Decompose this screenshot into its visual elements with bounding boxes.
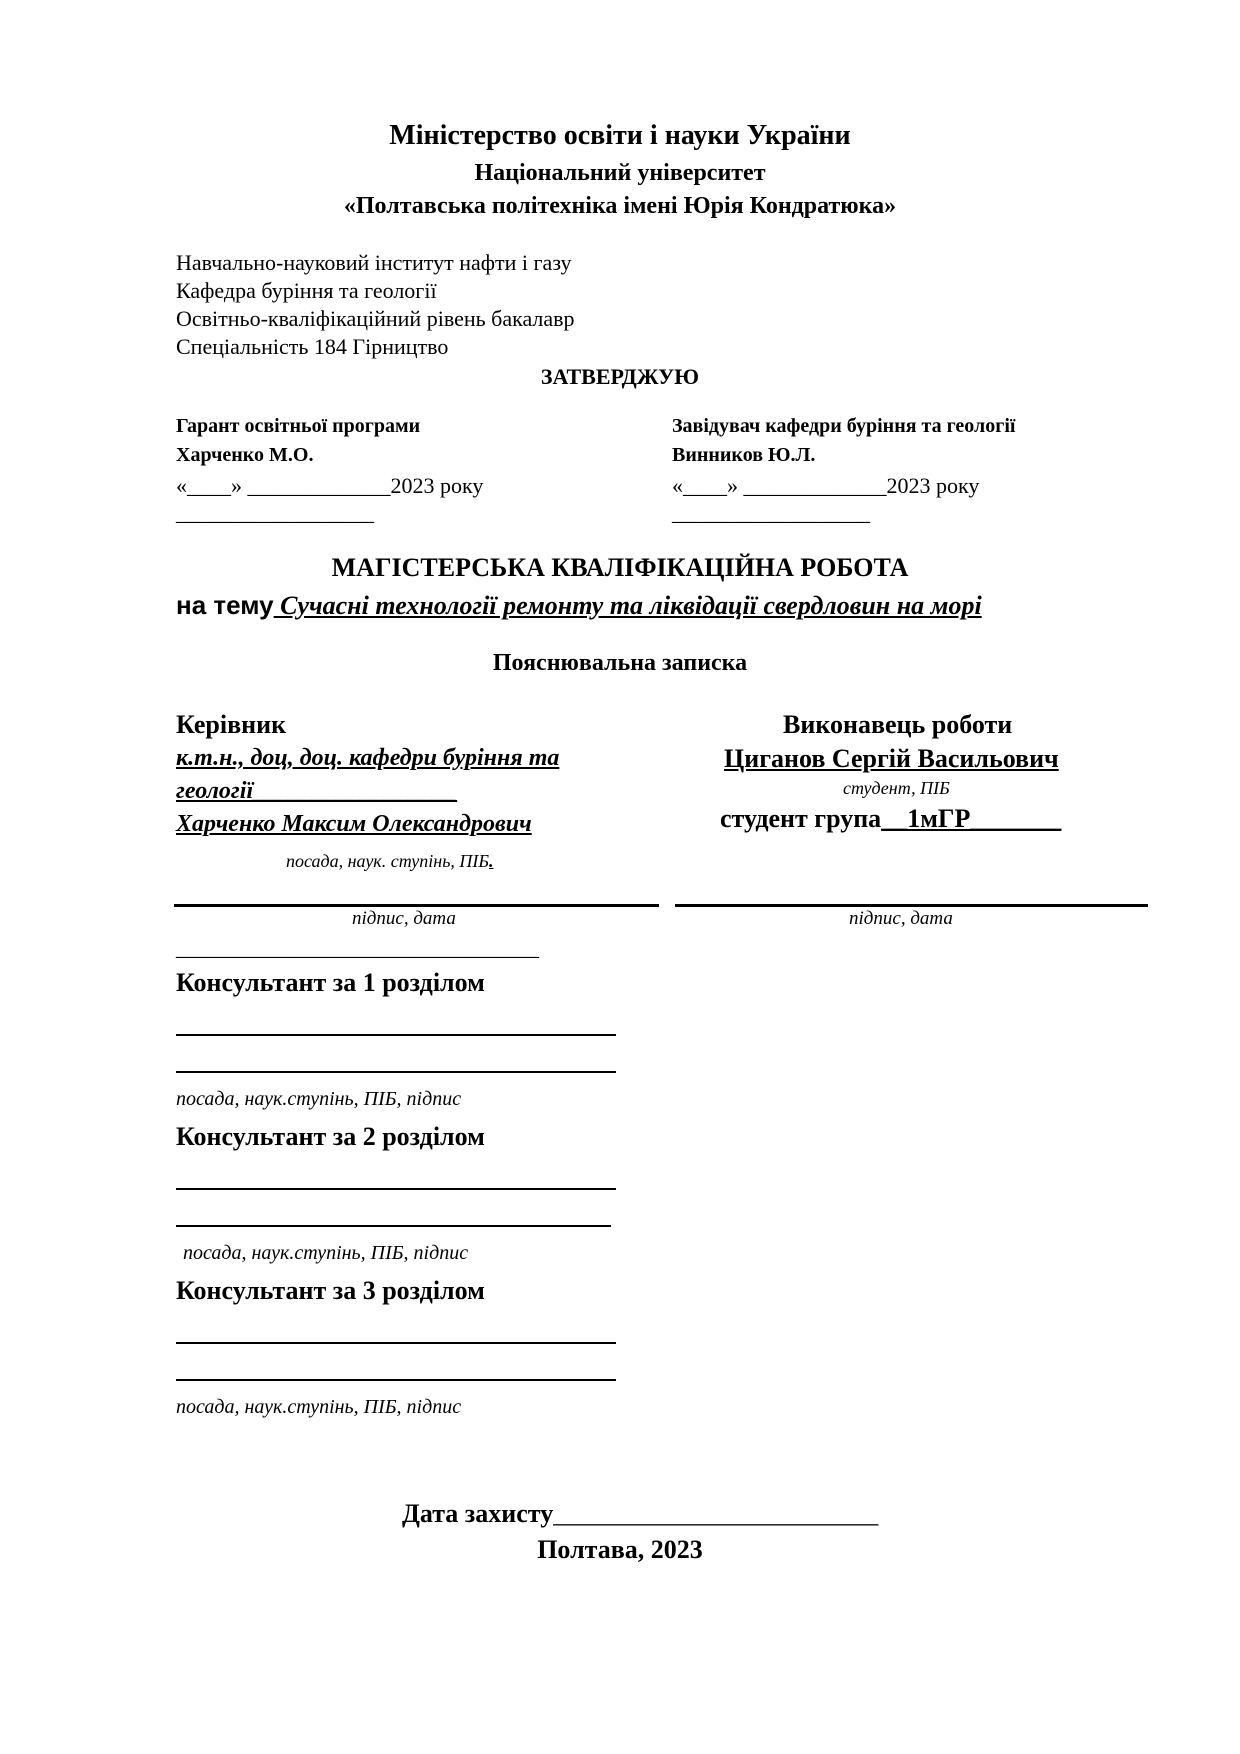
consultant-3-label: Консультант за 3 розділом: [176, 1276, 485, 1305]
university-line-1: Національний університет: [474, 160, 766, 186]
performer-name: Циганов Сергій Васильович: [724, 744, 1059, 773]
approval-right-sign-line: __________________: [672, 500, 870, 525]
university-line-2: «Полтавська політехніка імені Юрія Кондратюка»: [343, 193, 897, 219]
approval-right-role: Завідувач кафедри буріння та геології: [672, 415, 1016, 437]
supervisor-position-line-1: к.т.н., доц, доц. кафедри буріння та: [176, 745, 560, 771]
level-line: Освітньо-кваліфікаційний рівень бакалавр: [176, 306, 575, 331]
department-line: Кафедра буріння та геології: [176, 278, 437, 303]
defense-date: [402, 1499, 878, 1529]
defense-date-line: _________________________: [553, 1499, 879, 1528]
consultant-1-line-1: [176, 1034, 616, 1036]
consultant-1-label: Консультант за 1 розділом: [176, 968, 485, 997]
topic-text: Сучасні технології ремонту та ліквідації свердловин на морі: [273, 591, 982, 620]
performer-caption: студент, ПІБ: [843, 778, 950, 798]
ministry-title: Міністерство освіти і науки України: [389, 120, 851, 151]
city-year: Полтава, 2023: [537, 1535, 703, 1564]
performer-sign-caption: підпис, дата: [849, 908, 953, 929]
approval-left-date-line: «____» _____________2023 року: [176, 473, 484, 498]
approval-left-sign-line: __________________: [176, 500, 374, 525]
supervisor-signature-line: [174, 904, 659, 907]
approval-left-name: Харченко М.О.: [176, 444, 314, 466]
work-topic: [176, 590, 982, 621]
supervisor-caption-dot: .: [489, 851, 494, 871]
institute-line: Навчально-науковий інститут нафти і газу: [176, 250, 572, 275]
approval-heading: ЗАТВЕРДЖУЮ: [540, 364, 700, 389]
supervisor-caption: [286, 851, 494, 872]
supervisor-name: Харченко Максим Олександрович: [176, 811, 532, 837]
performer-label: Виконавець роботи: [783, 710, 1013, 739]
specialty-line: Спеціальність 184 Гірництво: [176, 334, 449, 359]
supervisor-caption-text: посада, наук. ступінь, ПІБ: [286, 851, 489, 871]
supervisor-label: Керівник: [176, 710, 287, 739]
performer-group-value: __1мГР_______: [881, 804, 1062, 833]
defense-date-label: Дата захисту: [402, 1499, 554, 1528]
performer-signature-line: [675, 904, 1148, 907]
approval-right-name: Винников Ю.Л.: [672, 444, 816, 466]
approval-right-date-line: «____» _____________2023 року: [672, 473, 980, 498]
supervisor-position-line-2: геології_________________: [176, 778, 458, 804]
consultant-2-caption: посада, наук.ступінь, ПІБ, підпис: [183, 1242, 469, 1264]
consultant-2-line-1: [176, 1188, 616, 1190]
consultant-3-caption: посада, наук.ступінь, ПІБ, підпис: [176, 1396, 462, 1418]
consultant-3-line-2: [176, 1379, 616, 1381]
topic-prefix: на тему: [176, 590, 274, 620]
consultant-1-caption: посада, наук.ступінь, ПІБ, підпис: [176, 1088, 462, 1110]
performer-group: [720, 804, 1061, 834]
work-title: МАГІСТЕРСЬКА КВАЛІФІКАЦІЙНА РОБОТА: [331, 553, 909, 582]
consultant-1-line-2: [176, 1071, 616, 1073]
supervisor-sign-caption: підпис, дата: [352, 908, 456, 929]
consultant-3-line-1: [176, 1342, 616, 1344]
consultant-2-label: Консультант за 2 розділом: [176, 1122, 485, 1151]
consultant-2-line-2: [176, 1225, 611, 1227]
performer-group-label: студент група: [720, 804, 882, 833]
explanatory-note-title: Пояснювальна записка: [492, 650, 748, 676]
approval-left-role: Гарант освітньої програми: [176, 415, 421, 437]
supervisor-extra-line: _________________________________: [176, 935, 539, 960]
